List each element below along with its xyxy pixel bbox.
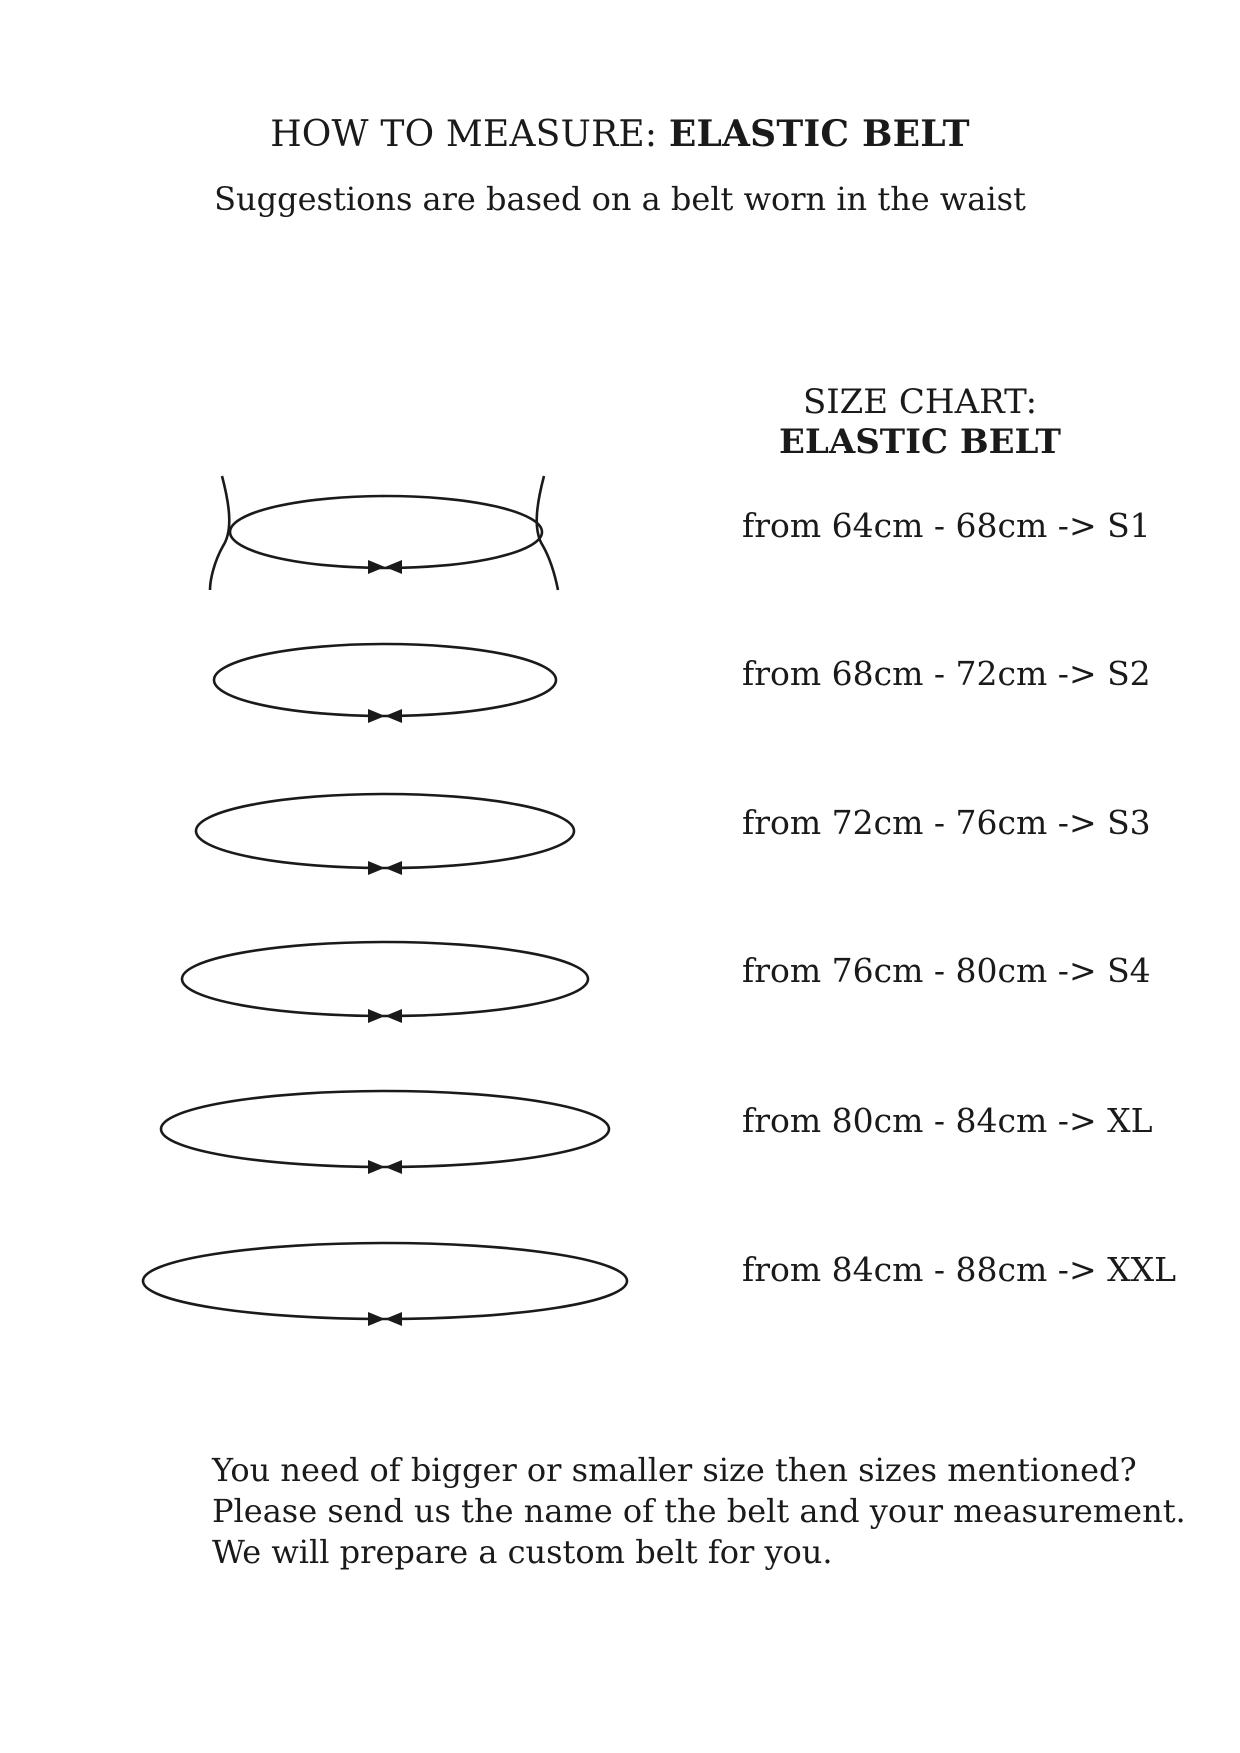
bowtie-arrow-icon bbox=[368, 709, 402, 723]
belt-ellipse-icon bbox=[230, 496, 542, 568]
bowtie-arrow-icon bbox=[368, 1312, 402, 1326]
page-title-prefix: HOW TO MEASURE: bbox=[270, 114, 658, 155]
bowtie-arrow-icon bbox=[368, 1160, 402, 1174]
bowtie-arrow-icon bbox=[368, 560, 402, 574]
note-line-1: You need of bigger or smaller size then sizes mentioned? bbox=[212, 1451, 1137, 1489]
page-title-product: ELASTIC BELT bbox=[668, 113, 970, 155]
size-row-s1: from 64cm - 68cm -> S1 bbox=[742, 506, 1151, 545]
size-chart-title: SIZE CHART: bbox=[802, 382, 1038, 422]
belt-ellipse-icon bbox=[182, 942, 588, 1016]
belt-ellipse-icon bbox=[161, 1091, 609, 1167]
size-row-xl: from 80cm - 84cm -> XL bbox=[742, 1101, 1153, 1140]
belt-ellipse-icon bbox=[143, 1243, 627, 1319]
size-row-s4: from 76cm - 80cm -> S4 bbox=[742, 951, 1151, 990]
size-row-s3: from 72cm - 76cm -> S3 bbox=[742, 803, 1151, 842]
bowtie-arrow-icon bbox=[368, 861, 402, 875]
note-line-2: Please send us the name of the belt and your measurement. bbox=[212, 1492, 1186, 1530]
waist-outline-icon bbox=[210, 476, 558, 590]
custom-size-note bbox=[212, 1450, 1186, 1573]
size-row-xxl: from 84cm - 88cm -> XXL bbox=[742, 1250, 1176, 1289]
bowtie-arrow-icon bbox=[368, 1009, 402, 1023]
page-subtitle: Suggestions are based on a belt worn in the waist bbox=[214, 180, 1026, 218]
belt-ellipse-icon bbox=[196, 794, 574, 868]
note-line-3: We will prepare a custom belt for you. bbox=[212, 1533, 833, 1571]
size-chart-product: ELASTIC BELT bbox=[779, 422, 1061, 462]
size-row-s2: from 68cm - 72cm -> S2 bbox=[742, 654, 1151, 693]
belt-ellipse-icon bbox=[214, 644, 556, 716]
